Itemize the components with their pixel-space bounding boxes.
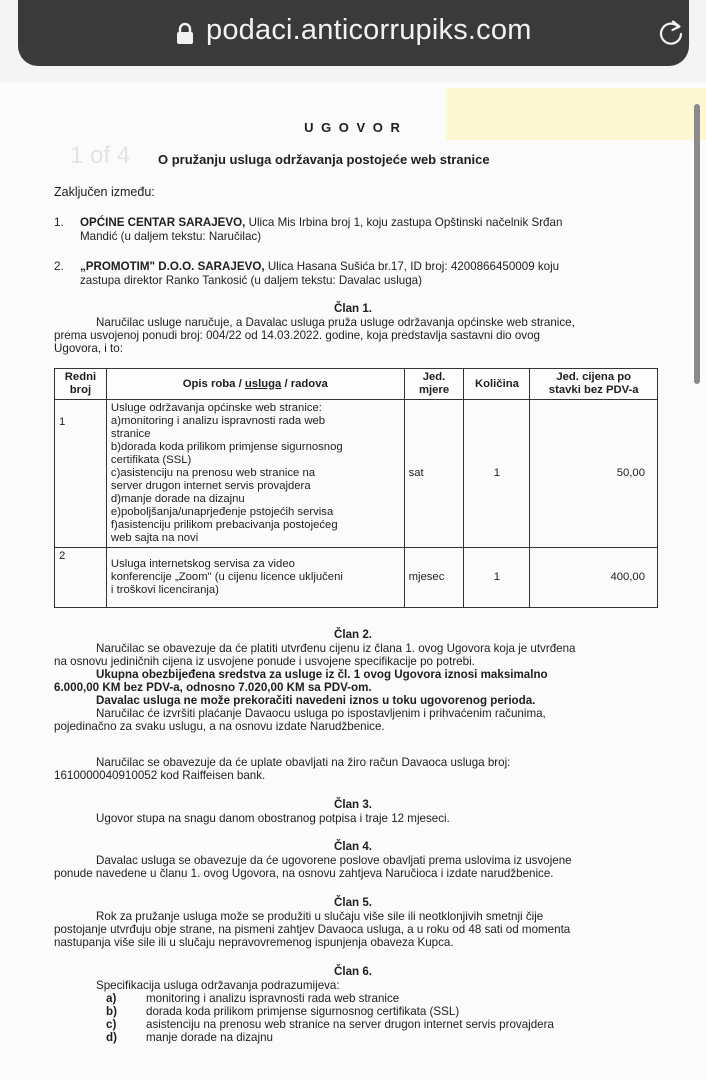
party1-number: 1. — [54, 216, 64, 229]
table-row — [55, 400, 658, 548]
clan3-line1: Ugovor stupa na snagu danom obostranog potpisa i traje 12 mjeseci. — [96, 812, 450, 825]
items-table — [54, 368, 658, 608]
row2-no: 2 — [55, 548, 107, 608]
spec-letter: b) — [106, 1005, 117, 1018]
clan4-heading: Član 4. — [333, 840, 372, 853]
document-title: U G O V O R — [304, 120, 402, 135]
row2-price: 400,00 — [530, 548, 658, 608]
address-bar[interactable] — [18, 0, 689, 66]
clan2-line4: 6.000,00 KM bez PDV-a, odnosno 7.020,00 KM sa PDV-om. — [54, 681, 372, 694]
clan1-heading: Član 1. — [333, 302, 372, 315]
row1-description: Usluge održavanja općinske web stranice: a)monitoring i analizu ispravnosti rada web stranice b)dorada koda prilikom primjense sigurnosnog certifikata (SSL) c)asistenciju na prenosu web stranice na server drugon internet servis provajdera d)manje dorade na dizajnu e)poboljšanja/unaprjeđenje pstojećih servisa f)asistenciju prilikom prebacivanja postojećeg web sajta na novi — [106, 400, 404, 548]
row2-description: Usluga internetskog servisa za video konferencije „Zoom" (u cijenu licence uključeni i troškovi licenciranja) — [106, 548, 404, 608]
clan2-line2: na osnovu jediničnih cijena iz usvojene ponude i usvojene specifikacije po potrebi. — [54, 655, 475, 668]
clan4-line1: Davalac usluga se obavezuje da će ugovorene poslove obavljati prema uslovima iz usvojene — [96, 854, 572, 867]
spec-item: monitoring i analizu ispravnosti rada web stranice — [146, 992, 400, 1005]
clan3-heading: Član 3. — [333, 798, 372, 811]
spec-item: dorada koda prilikom primjense sigurnosnog certifikata (SSL) — [146, 1005, 460, 1018]
spec-letter: c) — [106, 1018, 117, 1031]
clan1-line1: Naručilac usluge naručuje, a Davalac usluga pruža usluge održavanja općinske web stranice, — [96, 316, 575, 329]
table-header-row — [55, 369, 658, 400]
header-redni-broj: Redni broj — [55, 369, 107, 400]
clan5-line1: Rok za pružanje usluga može se produžiti u slučaju više sile ili neotklonjivih smetnji čije — [96, 910, 544, 923]
row1-unit: sat — [404, 400, 464, 548]
clan2-line7: pojedinačno za svaku uslugu, a na osnovu izdate Narudžbenice. — [54, 720, 385, 733]
clan2-heading: Član 2. — [333, 628, 372, 641]
clan6-heading: Član 6. — [333, 965, 372, 978]
clan2-line3: Ukupna obezbijeđena sredstva za usluge iz čl. 1 ovog Ugovora iznosi maksimalno — [96, 668, 548, 681]
row2-qty: 1 — [464, 548, 530, 608]
spec-item: manje dorade na dizajnu — [146, 1031, 273, 1044]
row2-unit: mjesec — [404, 548, 464, 608]
header-opis: Opis roba / usluga / radova — [106, 369, 404, 400]
page-indicator: 1 of 4 — [70, 142, 131, 169]
party2-name: „PROMOTIM" D.O.O. SARAJEVO, — [80, 260, 265, 273]
clan2-line6: Naručilac će izvršiti plaćanje Davaocu usluga po ispostavljenim i prihvaćenim računima, — [96, 707, 546, 720]
header-kolicina: Količina — [464, 369, 530, 400]
party2-number: 2. — [54, 260, 64, 273]
lock-icon — [176, 22, 194, 44]
header-jed-cijena: Jed. cijena po stavki bez PDV-a — [530, 369, 658, 400]
document-subtitle: O pružanju usluga održavanja postojeće web stranice — [158, 152, 490, 167]
party1-details: Ulica Mis Irbina broj 1, koju zastupa Opštinski načelnik Srđan — [248, 216, 563, 229]
clan2-line8: Naručilac se obavezuje da će uplate obavljati na žiro račun Davaoca usluga broj: — [96, 756, 511, 769]
row1-no: 1 — [55, 400, 107, 548]
party1-name: OPĆINE CENTAR SARAJEVO, — [80, 216, 246, 229]
party2-details: Ulica Hasana Sušića br.17, ID broj: 4200866450009 koju — [267, 260, 560, 273]
header-jed-mjere: Jed. mjere — [404, 369, 464, 400]
party1-line2: Mandić (u daljem tekstu: Naručilac) — [80, 230, 262, 243]
clan6-intro: Specifikacija usluga održavanja podrazumijeva: — [96, 979, 340, 992]
party1-line1 — [80, 216, 660, 229]
clan1-line2: prema usvojenoj ponudi broj: 004/22 od 14.03.2022. godine, koja predstavlja sastavni dio ovog — [54, 329, 540, 342]
clan2-line5: Davalac usluga ne može prekoračiti navedeni iznos u toku ugovorenog perioda. — [96, 694, 536, 707]
party2-line1 — [80, 260, 660, 273]
spec-letter: a) — [106, 992, 117, 1005]
party2-line2: zastupa direktor Ranko Tankosić (u daljem tekstu: Davalac usluga) — [80, 274, 422, 287]
row1-price: 50,00 — [530, 400, 658, 548]
scrollbar[interactable] — [694, 104, 700, 384]
browser-top-bar — [0, 0, 706, 82]
concluded-between: Zaključen između: — [54, 185, 155, 199]
spec-letter: d) — [106, 1031, 117, 1044]
row1-qty: 1 — [464, 400, 530, 548]
clan4-line2: ponude navedene u članu 1. ovog Ugovora, na osnovu zahtjeva Naručioca i izdate narudžbenice. — [54, 867, 554, 880]
spec-item: asistenciju na prenosu web stranice na server drugon internet servis provajdera — [146, 1018, 554, 1031]
table-row — [55, 548, 658, 608]
clan5-heading: Član 5. — [333, 896, 372, 909]
clan2-line9: 1610000040910052 kod Raiffeisen bank. — [54, 769, 266, 782]
clan5-line3: nastupanja više sile ili u slučaju nepravovremenog ispunjenja obaveza Kupca. — [54, 936, 454, 949]
clan2-line1: Naručilac se obavezuje da će platiti utvrđenu cijenu iz člana 1. ovog Ugovora koja je utvrđena — [96, 642, 576, 655]
reload-icon[interactable] — [656, 18, 686, 48]
clan1-line3: Ugovora, i to: — [54, 342, 123, 355]
url-text[interactable]: podaci.anticorrupiks.com — [206, 14, 532, 46]
clan5-line2: postojanje utvrđuju obje strane, na pismeni zahtjev Davaoca usluga, a u roku od 48 sati od momenta — [54, 923, 571, 936]
